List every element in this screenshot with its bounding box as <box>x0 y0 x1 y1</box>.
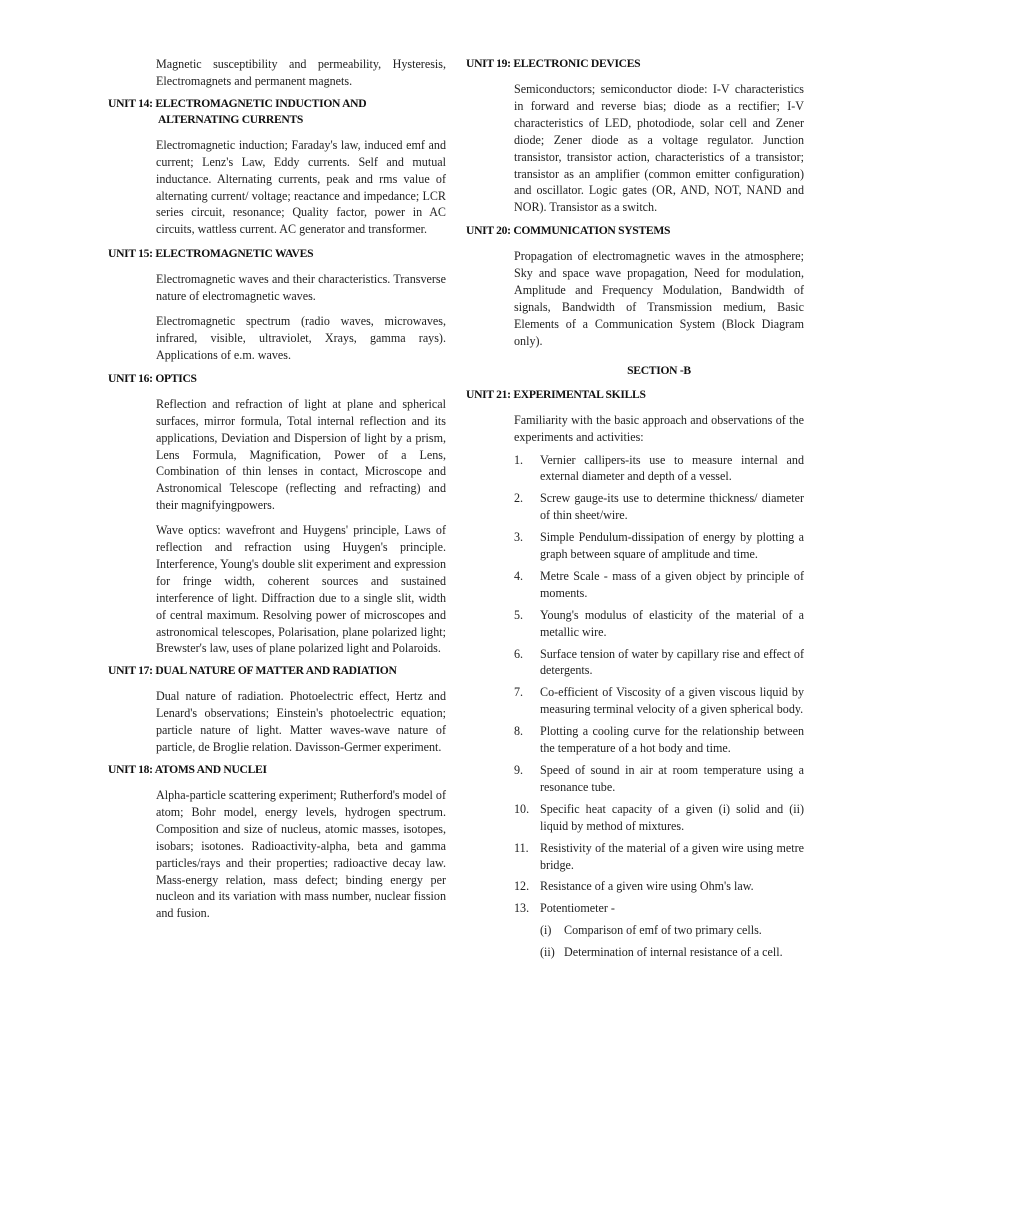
unit-16-paragraph-1: Reflection and refraction of light at plane and spherical surfaces, mirror formula, Total internal reflection and its applications, Deviation and Dispersion of light by a prism, Lens Formula, Magnification, Power of a Lens, Combination of thin lenses in contact, Microscope and Astronomical Telescope (reflecting and refracting) and their magnifyingpowers. <box>156 396 446 513</box>
experiment-item <box>514 607 804 641</box>
experiment-number: 11. <box>514 840 529 855</box>
experiment-number: 10. <box>514 801 530 816</box>
experiment-item <box>514 452 804 486</box>
sub-item-text: Comparison of emf of two primary cells. <box>564 923 762 938</box>
experiment-number: 1. <box>514 452 524 467</box>
unit-15-paragraph-1: Electromagnetic waves and their characteristics. Transverse nature of electromagnetic waves. <box>156 272 446 304</box>
unit-21-intro: Familiarity with the basic approach and observations of the experiments and activities: <box>514 412 804 444</box>
unit-15-paragraph-2: Electromagnetic spectrum (radio waves, microwaves, infrared, visible, ultraviolet, Xrays, gamma rays). Applications of e.m. waves. <box>156 314 446 362</box>
experiment-text: Co-efficient of Viscosity of a given viscous liquid by measuring terminal velocity of a given spherical body. <box>540 685 804 717</box>
experiment-text: Resistance of a given wire using Ohm's law. <box>540 879 754 894</box>
intro-paragraph: Magnetic susceptibility and permeability, Hysteresis, Electromagnets and permanent magnets. <box>156 57 446 88</box>
experiment-item <box>514 568 804 602</box>
potentiometer-sub-item <box>540 922 804 939</box>
unit-17-heading: UNIT 17: DUAL NATURE OF MATTER AND RADIATION <box>108 664 397 678</box>
experiment-number: 5. <box>514 607 524 622</box>
experiment-item <box>514 723 804 757</box>
experiment-number: 2. <box>514 491 524 506</box>
unit-18-heading: UNIT 18: ATOMS AND NUCLEI <box>108 763 267 776</box>
experiment-text: Metre Scale - mass of a given object by principle of moments. <box>540 568 804 600</box>
experiment-number: 9. <box>514 763 524 777</box>
unit-16-heading: UNIT 16: OPTICS <box>108 371 197 385</box>
experiment-number: 7. <box>514 685 524 700</box>
experiment-item <box>514 900 804 917</box>
experiment-item <box>514 762 804 796</box>
potentiometer-sub-list <box>514 922 804 961</box>
sub-item-number: (i) <box>540 923 552 938</box>
experiment-number: 8. <box>514 724 524 739</box>
experiment-list <box>466 452 804 918</box>
experiment-number: 12. <box>514 879 530 894</box>
sub-item-number: (ii) <box>540 945 555 960</box>
experiment-number: 3. <box>514 530 524 545</box>
unit-16-paragraph-2: Wave optics: wavefront and Huygens' principle, Laws of reflection and refraction using Huygen's principle. Interference, Young's double slit experiment and expression for fringe width, coherent sources and sustained interference of light. Diffraction due to a single slit, width of central maximum. Resolving power of microscopes and astronomical telescopes, Polarisation, plane polarized light; Brewster's law, uses of plane polarized light and Polaroids. <box>156 523 446 656</box>
unit-17-body: Dual nature of radiation. Photoelectric effect, Hertz and Lenard's observations; Einstein's photoelectric equation; particle nature of light. Matter waves-wave nature of particle, de Broglie relation. Davisson-Germer experiment. <box>156 689 446 755</box>
experiment-item <box>514 878 804 895</box>
sub-item-text: Determination of internal resistance of a cell. <box>564 945 783 960</box>
experiment-item <box>514 840 804 874</box>
experiment-text: Simple Pendulum-dissipation of energy by plotting a graph between square of amplitude and time. <box>540 530 804 562</box>
experiment-number: 13. <box>514 901 530 916</box>
experiment-text: Specific heat capacity of a given (i) solid and (ii) liquid by method of mixtures. <box>540 801 804 833</box>
experiment-text: Speed of sound in air at room temperature using a resonance tube. <box>540 763 804 794</box>
experiment-text: Potentiometer - <box>540 901 615 916</box>
experiment-text: Vernier callipers-its use to measure internal and external diameter and depth of a vessel. <box>540 452 804 484</box>
unit-19-heading: UNIT 19: ELECTRONIC DEVICES <box>466 57 641 70</box>
unit-14-heading <box>108 96 446 128</box>
experiment-item <box>514 684 804 718</box>
unit-20-heading: UNIT 20: COMMUNICATION SYSTEMS <box>466 224 671 238</box>
unit-14-title-line1: UNIT 14: ELECTROMAGNETIC INDUCTION AND <box>108 96 367 110</box>
unit-19-body: Semiconductors; semiconductor diode: I-V characteristics in forward and reverse bias; diode as a rectifier; I-V characteristics of LED, photodiode, solar cell and Zener diode; Zener diode as a voltage regulator. Junction transistor, transistor action, characteristics of a transistor; transistor as an amplifier (common emitter configuration) and oscillator. Logic gates (OR, AND, NOT, NAND and NOR). Transistor as a switch. <box>514 82 804 215</box>
potentiometer-sub-item <box>540 944 804 961</box>
unit-14-body: Electromagnetic induction; Faraday's law, induced emf and current; Lenz's Law, Eddy currents. Self and mutual inductance. Alternating currents, peak and rms value of alternating current/ voltage; reactance and impedance; LCR series circuit, resonance; Quality factor, power in AC circuits, wattless current. AC generator and transformer. <box>156 137 446 237</box>
unit-18-body: Alpha-particle scattering experiment; Rutherford's model of atom; Bohr model, energy levels, hydrogen spectrum. Composition and size of nucleus, atomic masses, isotopes, isobars; isotones. Radioactivity-alpha, beta and gamma particles/rays and their properties; radioactive decay law. Mass-energy relation, mass defect; binding energy per nucleon and its variation with mass number, nuclear fission and fusion. <box>156 788 446 921</box>
unit-20-body: Propagation of electromagnetic waves in the atmosphere; Sky and space wave propagation, Need for modulation, Amplitude and Frequency Modulation, Bandwidth of signals, Bandwidth of Transmission medium, Basic Elements of a Communication System (Block Diagram only). <box>514 249 804 348</box>
experiment-item <box>514 529 804 563</box>
experiment-item <box>514 801 804 835</box>
experiment-text: Resistivity of the material of a given wire using metre bridge. <box>540 840 804 872</box>
experiment-item <box>514 490 804 524</box>
unit-15-heading: UNIT 15: ELECTROMAGNETIC WAVES <box>108 247 314 261</box>
left-column <box>108 0 446 922</box>
experiment-text: Plotting a cooling curve for the relationship between the temperature of a hot body and time. <box>540 724 804 756</box>
right-column <box>466 0 804 961</box>
experiment-number: 6. <box>514 646 524 661</box>
unit-14-title-line2: ALTERNATING CURRENTS <box>158 112 304 126</box>
experiment-text: Young's modulus of elasticity of the material of a metallic wire. <box>540 607 804 639</box>
experiment-text: Screw gauge-its use to determine thickness/ diameter of thin sheet/wire. <box>540 491 804 523</box>
section-b-heading: SECTION -B <box>627 363 691 377</box>
experiment-text: Surface tension of water by capillary rise and effect of detergents. <box>540 646 804 678</box>
experiment-item <box>514 646 804 680</box>
experiment-number: 4. <box>514 568 524 583</box>
unit-21-heading: UNIT 21: EXPERIMENTAL SKILLS <box>466 387 646 401</box>
